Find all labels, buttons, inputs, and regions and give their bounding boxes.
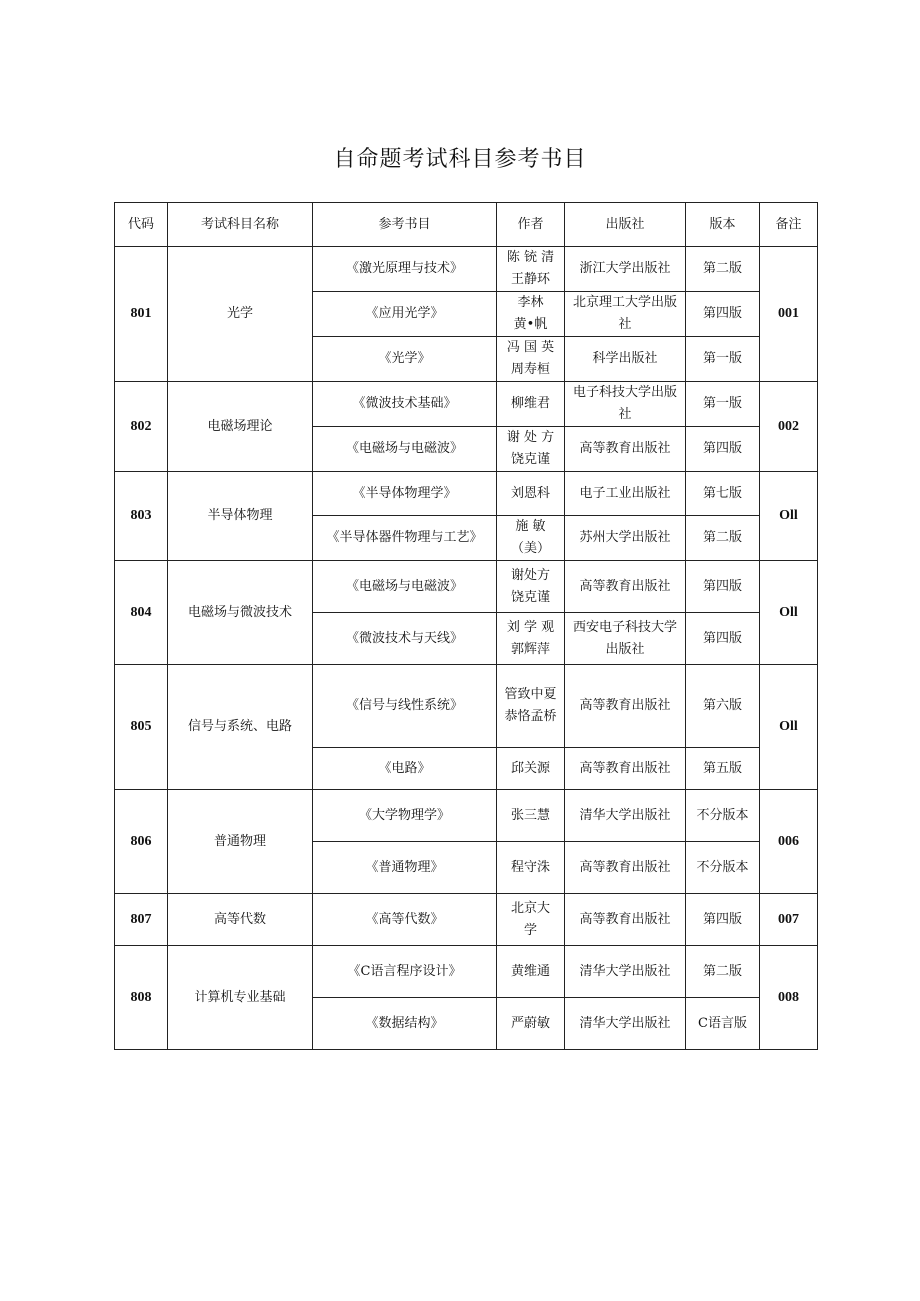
subject-name: 光学: [168, 247, 313, 382]
book-author: 刘 学 观 郭辉萍: [497, 613, 565, 665]
table-row: [115, 382, 818, 427]
book-edition: 第二版: [686, 247, 760, 292]
book-publisher: 高等教育出版社: [565, 842, 686, 894]
header-edition: 版本: [686, 203, 760, 247]
book-publisher: 电子科技大学出版 社: [565, 382, 686, 427]
table-row: [115, 665, 818, 748]
book-publisher: 西安电子科技大学 出版社: [565, 613, 686, 665]
book-publisher: 北京理工大学出版 社: [565, 292, 686, 337]
header-row: [115, 203, 818, 247]
book-edition: 不分版本: [686, 842, 760, 894]
book-title: 《普通物理》: [313, 842, 497, 894]
subject-note: 008: [760, 946, 818, 1050]
book-title: 《半导体物理学》: [313, 472, 497, 516]
subject-note: Oll: [760, 561, 818, 665]
book-publisher: 清华大学出版社: [565, 998, 686, 1050]
book-title: 《半导体器件物理与工艺》: [313, 516, 497, 561]
book-title: 《微波技术基础》: [313, 382, 497, 427]
book-edition: 第四版: [686, 894, 760, 946]
table-row: [115, 946, 818, 998]
header-code: 代码: [115, 203, 168, 247]
book-title: 《微波技术与天线》: [313, 613, 497, 665]
subject-name: 电磁场理论: [168, 382, 313, 472]
book-edition: 第二版: [686, 516, 760, 561]
header-subject-name: 考试科目名称: [168, 203, 313, 247]
book-edition: 第一版: [686, 337, 760, 382]
table-row: [115, 247, 818, 292]
reference-table: [114, 202, 818, 1050]
book-edition: 第四版: [686, 427, 760, 472]
book-title: 《光学》: [313, 337, 497, 382]
book-title: 《大学物理学》: [313, 790, 497, 842]
book-edition: 不分版本: [686, 790, 760, 842]
book-title: 《C语言程序设计》: [313, 946, 497, 998]
book-publisher: 浙江大学出版社: [565, 247, 686, 292]
book-author: 刘恩科: [497, 472, 565, 516]
book-author: 谢 处 方 饶克谨: [497, 427, 565, 472]
subject-note: 006: [760, 790, 818, 894]
table-row: [115, 561, 818, 613]
book-publisher: 电子工业出版社: [565, 472, 686, 516]
book-title: 《应用光学》: [313, 292, 497, 337]
book-edition: 第六版: [686, 665, 760, 748]
book-title: 《电磁场与电磁波》: [313, 427, 497, 472]
book-author: 谢处方 饶克谨: [497, 561, 565, 613]
header-reference-book: 参考书目: [313, 203, 497, 247]
book-author: 施 敏 （美）: [497, 516, 565, 561]
book-title: 《数据结构》: [313, 998, 497, 1050]
book-publisher: 高等教育出版社: [565, 561, 686, 613]
subject-note: 001: [760, 247, 818, 382]
book-author: 程守洙: [497, 842, 565, 894]
subject-code: 805: [115, 665, 168, 790]
subject-note: 007: [760, 894, 818, 946]
book-author: 张三慧: [497, 790, 565, 842]
book-author: 北京大 学: [497, 894, 565, 946]
book-publisher: 清华大学出版社: [565, 790, 686, 842]
book-title: 《激光原理与技术》: [313, 247, 497, 292]
book-edition: C语言版: [686, 998, 760, 1050]
subject-name: 高等代数: [168, 894, 313, 946]
book-edition: 第七版: [686, 472, 760, 516]
subject-code: 802: [115, 382, 168, 472]
book-author: 李林 黄•帆: [497, 292, 565, 337]
header-publisher: 出版社: [565, 203, 686, 247]
book-publisher: 科学出版社: [565, 337, 686, 382]
book-author: 陈 铳 清 王静环: [497, 247, 565, 292]
book-publisher: 高等教育出版社: [565, 665, 686, 748]
subject-note: Oll: [760, 472, 818, 561]
book-author: 管致中夏 恭恪孟桥: [497, 665, 565, 748]
subject-note: Oll: [760, 665, 818, 790]
book-author: 严蔚敏: [497, 998, 565, 1050]
book-publisher: 苏州大学出版社: [565, 516, 686, 561]
table-row: [115, 790, 818, 842]
book-publisher: 清华大学出版社: [565, 946, 686, 998]
table-row: [115, 472, 818, 516]
book-publisher: 高等教育出版社: [565, 427, 686, 472]
subject-name: 普通物理: [168, 790, 313, 894]
book-author: 柳维君: [497, 382, 565, 427]
book-title: 《信号与线性系统》: [313, 665, 497, 748]
header-note: 备注: [760, 203, 818, 247]
book-title: 《电磁场与电磁波》: [313, 561, 497, 613]
book-edition: 第四版: [686, 292, 760, 337]
table-row: [115, 894, 818, 946]
subject-name: 信号与系统、电路: [168, 665, 313, 790]
subject-name: 半导体物理: [168, 472, 313, 561]
subject-code: 803: [115, 472, 168, 561]
book-edition: 第五版: [686, 748, 760, 790]
subject-code: 806: [115, 790, 168, 894]
subject-code: 804: [115, 561, 168, 665]
header-author: 作者: [497, 203, 565, 247]
book-title: 《高等代数》: [313, 894, 497, 946]
page-title: 自命题考试科目参考书目: [333, 147, 587, 172]
table-body: [115, 247, 818, 1050]
subject-code: 807: [115, 894, 168, 946]
subject-code: 808: [115, 946, 168, 1050]
book-author: 邱关源: [497, 748, 565, 790]
book-author: 冯 国 英 周寿桓: [497, 337, 565, 382]
book-edition: 第四版: [686, 613, 760, 665]
subject-name: 计算机专业基础: [168, 946, 313, 1050]
book-publisher: 高等教育出版社: [565, 748, 686, 790]
book-publisher: 高等教育出版社: [565, 894, 686, 946]
subject-code: 801: [115, 247, 168, 382]
book-author: 黄维通: [497, 946, 565, 998]
book-title: 《电路》: [313, 748, 497, 790]
book-edition: 第四版: [686, 561, 760, 613]
subject-name: 电磁场与微波技术: [168, 561, 313, 665]
book-edition: 第一版: [686, 382, 760, 427]
subject-note: 002: [760, 382, 818, 472]
book-edition: 第二版: [686, 946, 760, 998]
